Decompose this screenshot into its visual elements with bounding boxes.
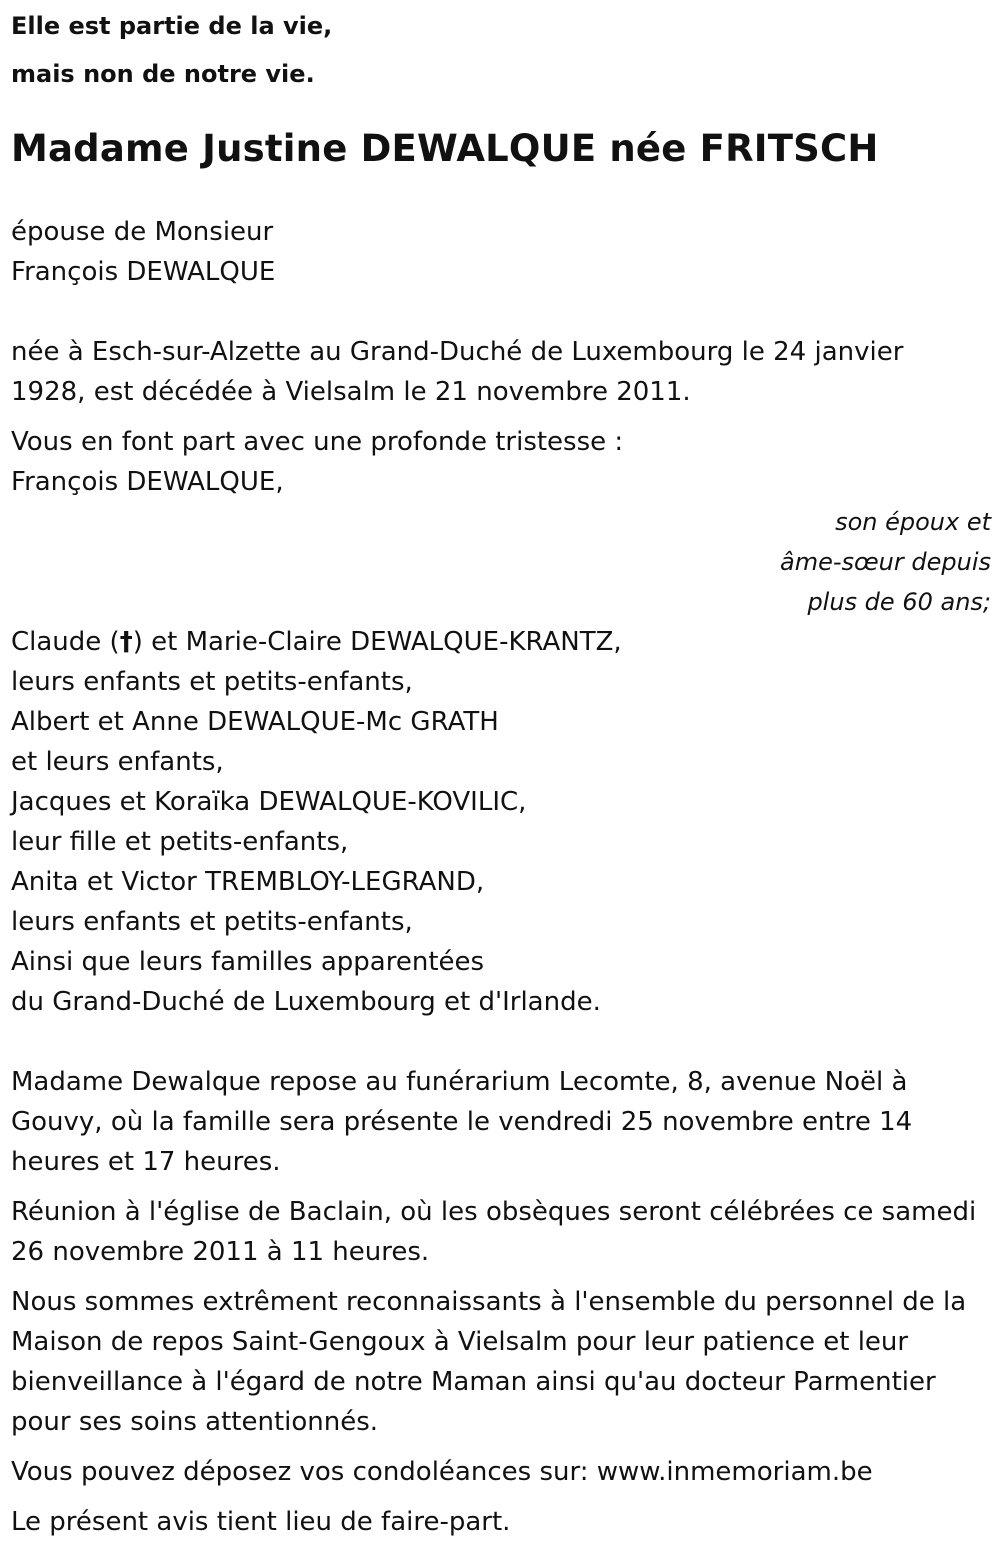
announcement-section xyxy=(11,422,991,502)
funerarium-line-1: Madame Dewalque repose au funérarium Lecomte, 8, avenue Noël à xyxy=(11,1067,908,1097)
funerarium-line-3: heures et 17 heures. xyxy=(11,1147,281,1177)
funerarium-line-2: Gouvy, où la famille sera présente le vendredi 25 novembre entre 14 xyxy=(11,1107,913,1137)
family-line-6: leur fille et petits-enfants, xyxy=(11,827,349,857)
birth-death-section xyxy=(11,332,991,412)
cross-icon: † xyxy=(119,627,133,657)
epigraph-line-2: mais non de notre vie. xyxy=(11,60,315,88)
obituary-notice xyxy=(11,0,991,1542)
deceased-name-title: Madame Justine DEWALQUE née FRITSCH xyxy=(11,127,879,170)
closing-text: Le présent avis tient lieu de faire-part. xyxy=(11,1507,511,1537)
husband-note-line-2: âme-sœur depuis xyxy=(779,548,991,576)
thanks-line-1: Nous sommes extrêment reconnaissants à l'ensemble du personnel de la xyxy=(11,1287,967,1317)
thanks-line-2: Maison de repos Saint-Gengoux à Vielsalm pour leur patience et leur xyxy=(11,1327,909,1357)
family-claude-suffix: ) et Marie-Claire DEWALQUE-KRANTZ, xyxy=(132,627,622,657)
family-list xyxy=(11,622,991,1022)
condolences-text: Vous pouvez déposez vos condoléances sur: www.inmemoriam.be xyxy=(11,1457,873,1487)
birth-death-line-1: née à Esch-sur-Alzette au Grand-Duché de Luxembourg le 24 janvier xyxy=(11,337,904,367)
family-line-10: du Grand-Duché de Luxembourg et d'Irlande. xyxy=(11,987,601,1017)
announcement-line-2: François DEWALQUE, xyxy=(11,467,284,497)
family-line-3: Albert et Anne DEWALQUE-Mc GRATH xyxy=(11,707,499,737)
announcement-line-1: Vous en font part avec une profonde tristesse : xyxy=(11,427,624,457)
thanks-line-3: bienveillance à l'égard de notre Maman ainsi qu'au docteur Parmentier xyxy=(11,1367,936,1397)
ceremony-section xyxy=(11,1192,991,1272)
family-claude-prefix: Claude ( xyxy=(11,627,120,657)
family-line-2: leurs enfants et petits-enfants, xyxy=(11,667,413,697)
epigraph xyxy=(11,2,991,98)
ceremony-line-1: Réunion à l'église de Baclain, où les obsèques seront célébrées ce samedi xyxy=(11,1197,977,1227)
family-line-8: leurs enfants et petits-enfants, xyxy=(11,907,413,937)
thanks-section xyxy=(11,1282,991,1442)
spouse-line-1: épouse de Monsieur xyxy=(11,217,274,247)
husband-note-line-3: plus de 60 ans; xyxy=(807,588,991,616)
spouse-section xyxy=(11,212,991,292)
family-line-claude xyxy=(11,622,991,662)
condolences-section xyxy=(11,1452,991,1492)
husband-note-line-1: son époux et xyxy=(835,508,991,536)
spouse-line-2: François DEWALQUE xyxy=(11,257,276,287)
thanks-line-4: pour ses soins attentionnés. xyxy=(11,1407,379,1437)
family-line-7: Anita et Victor TREMBLOY-LEGRAND, xyxy=(11,867,485,897)
funerarium-section xyxy=(11,1062,991,1182)
family-line-5: Jacques et Koraïka DEWALQUE-KOVILIC, xyxy=(11,787,527,817)
closing-section xyxy=(11,1502,991,1542)
birth-death-line-2: 1928, est décédée à Vielsalm le 21 novembre 2011. xyxy=(11,377,691,407)
family-line-9: Ainsi que leurs familles apparentées xyxy=(11,947,485,977)
ceremony-line-2: 26 novembre 2011 à 11 heures. xyxy=(11,1237,430,1267)
epigraph-line-1: Elle est partie de la vie, xyxy=(11,12,333,40)
family-line-4: et leurs enfants, xyxy=(11,747,224,777)
husband-note xyxy=(11,502,991,622)
